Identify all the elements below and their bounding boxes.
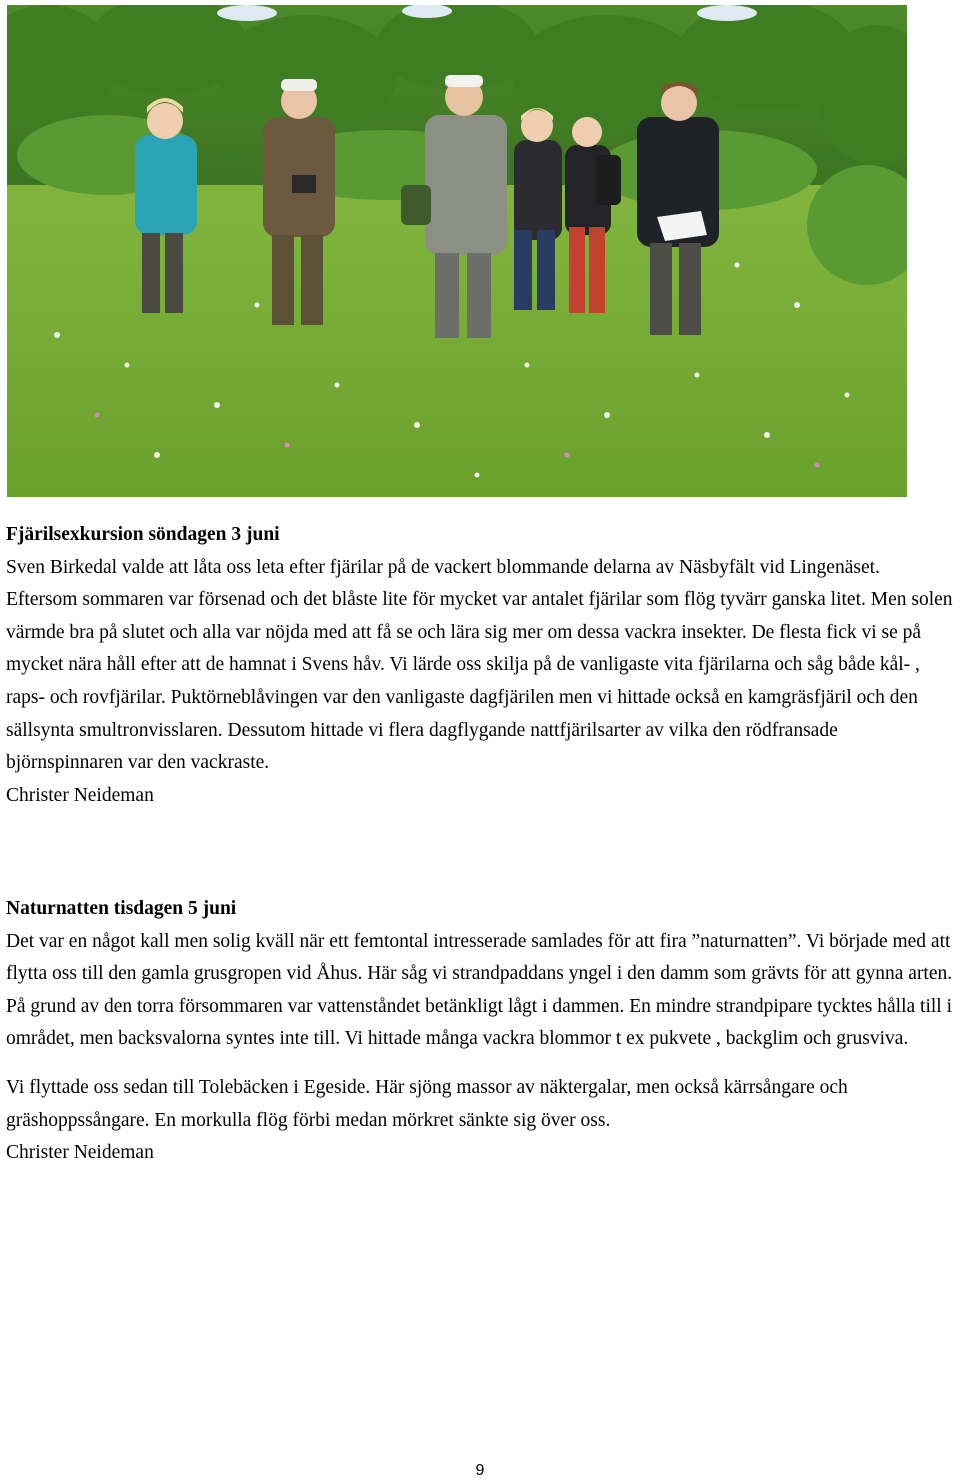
article-butterfly-excursion (6, 519, 956, 812)
page-number: 9 (475, 1462, 485, 1479)
article-body: Sven Birkedal valde att låta oss leta efter fjärilar på de vackert blommande delarna av Näsbyfält vid Lingenäset. Eftersom sommaren var försenad och det blåste lite för mycket var antalet fjärilar som flög tyvärr ganska litet. Men solen värmde bra på slutet och alla var nöjda med att få se och lära sig mer om dessa vackra insekter. De flesta fick vi se på mycket nära håll efter att de hamnat i Svens håv. Vi lärde oss skilja på de vanligaste vita fjärilarna och såg både kål- , raps- och rovfjärilar. Puktörneblåvingen var den vanligaste dagfjärilen men vi hittade också en kamgräsfjäril och den sällsynta smultronvisslaren. Dessutom hittade vi flera dagflygande nattfjärilsarter av vilka den rödfransade björnspinnaren var den vackraste. (6, 556, 953, 774)
article-title: Naturnatten tisdagen 5 juni (6, 898, 237, 919)
excursion-photo (7, 5, 907, 497)
article-paragraph: Vi flyttade oss sedan till Tolebäcken i Egeside. Här sjöng massor av näktergalar, men också kärrsångare och gräshoppssångare. En morkulla flög förbi medan mörkret sänkte sig över oss. (6, 1076, 848, 1131)
article-title: Fjärilsexkursion söndagen 3 juni (6, 524, 280, 545)
article-author: Christer Neideman (6, 784, 154, 806)
article-author: Christer Neideman (6, 1142, 154, 1164)
article-nature-night (6, 893, 956, 1170)
paragraph-spacer (6, 1056, 956, 1072)
article-paragraph: Det var en något kall men solig kväll när ett femtontal intresserade samlades för att fira ”naturnatten”. Vi började med att flytta oss till den gamla grusgropen vid Åhus. Här såg vi strandpaddans yngel i den damm som grävts för att gynna arten. På grund av den torra försommaren var vattenståndet betänkligt lågt i dammen. En mindre strandpipare tycktes hålla till i området, men backsvalorna syntes inte till. Vi hittade många vackra blommor t ex pukvete , backglim och grusviva. (6, 930, 953, 1050)
